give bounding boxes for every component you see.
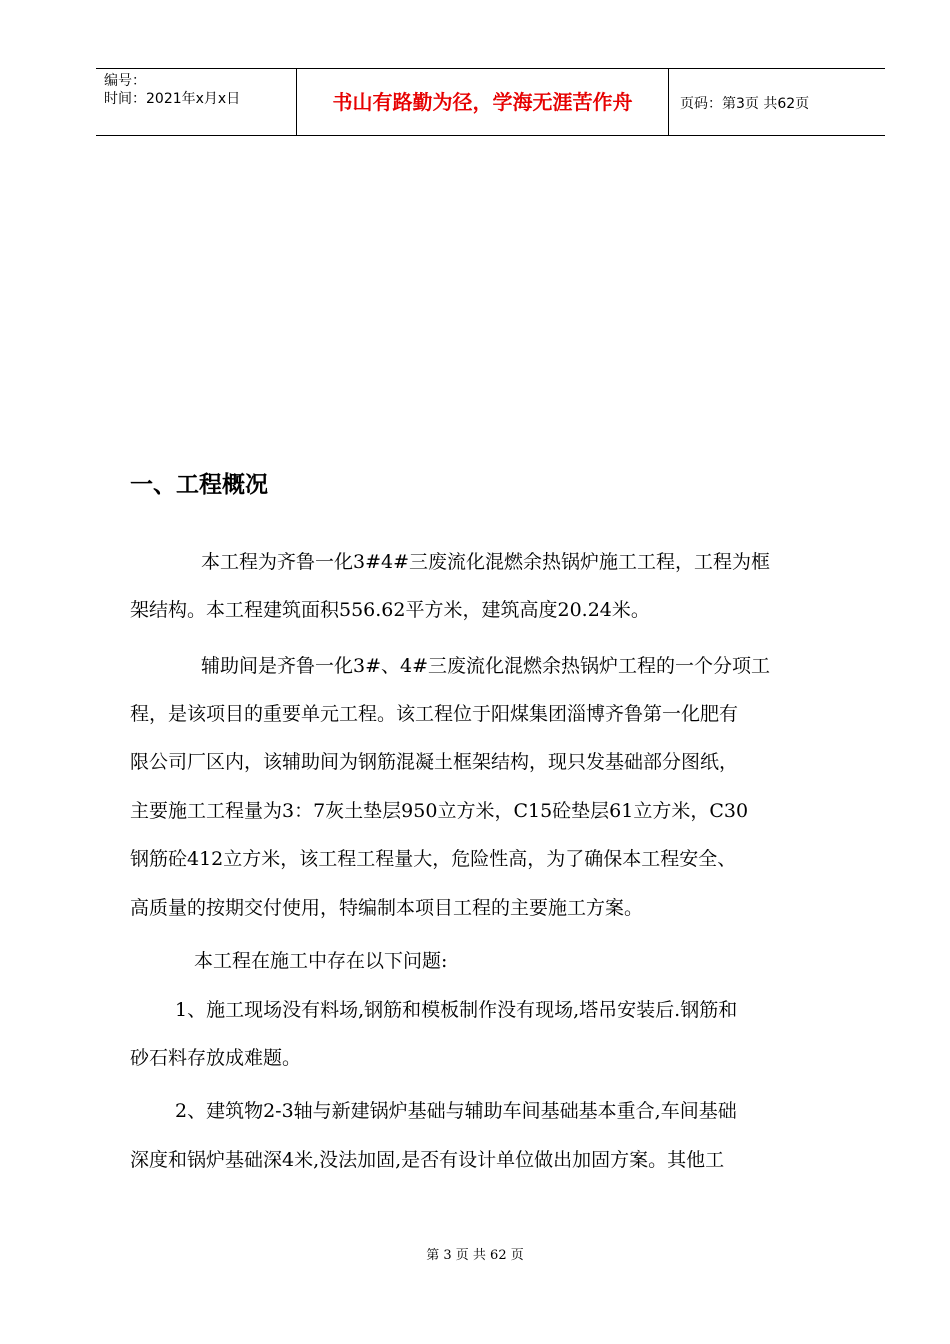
header-info (96, 69, 296, 135)
paragraph-line: 深度和锅炉基础深4米,没法加固,是否有设计单位做出加固方案。其他工 (130, 1149, 725, 1171)
paragraph-line: 限公司厂区内，该辅助间为钢筋混凝土框架结构，现只发基础部分图纸， (130, 751, 739, 773)
paragraph-line: 1、施工现场没有料场,钢筋和模板制作没有现场,塔吊安装后.钢筋和 (175, 999, 738, 1021)
paragraph-line: 钢筋砼412立方米，该工程工程量大，危险性高，为了确保本工程安全、 (130, 848, 737, 870)
paragraph-line: 高质量的按期交付使用，特编制本项目工程的主要施工方案。 (130, 897, 644, 919)
page-footer: 第 3 页 共 62 页 (426, 1248, 524, 1263)
header-motto: 书山有路勤为径，学海无涯苦作舟 (332, 90, 633, 114)
paragraph-line: 2、建筑物2-3轴与新建锅炉基础与辅助车间基础基本重合,车间基础 (175, 1100, 737, 1122)
paragraph-line: 主要施工工程量为3：7灰土垫层950立方米，C15砼垫层61立方米，C30 (130, 800, 749, 822)
paragraph-line: 本工程为齐鲁一化3#4#三废流化混燃余热锅炉施工工程，工程为框 (182, 551, 771, 573)
time-label: 时间：2021年x月x日 (104, 91, 241, 107)
paragraph-line: 砂石料存放成难题。 (130, 1047, 302, 1069)
paragraph-line: 本工程在施工中存在以下问题: (175, 950, 448, 972)
page-header (96, 68, 885, 136)
code-label: 编号： (104, 73, 146, 89)
header-page-number: 页码：第3页 共62页 (680, 96, 810, 112)
paragraph-line: 架结构。本工程建筑面积556.62平方米，建筑高度20.24米。 (130, 599, 650, 621)
paragraph-line: 程，是该项目的重要单元工程。该工程位于阳煤集团淄博齐鲁第一化肥有 (130, 703, 739, 725)
section-title: 一、工程概况 (130, 472, 268, 498)
header-divider (668, 69, 669, 135)
paragraph-line: 辅助间是齐鲁一化3#、4#三废流化混燃余热锅炉工程的一个分项工 (182, 655, 771, 677)
